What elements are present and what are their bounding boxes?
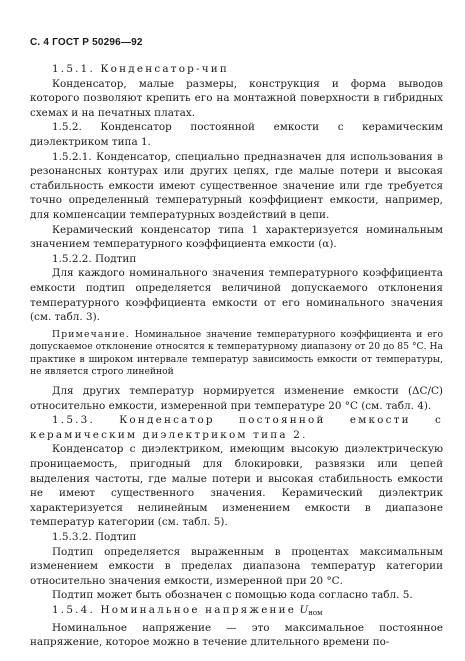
note-text: Номинальное значение температурного коэффициента и его допускаемое отклонение относятся к температурному диапазону от 20 до 85 °С. На практике в широком интервале температур зависимость емкости от температуры, не является строго линейной	[30, 328, 443, 378]
section-1-5-2-2-text: Для каждого номинального значения температурного коэффициента емкости подтип определяется величиной допускаемого отклонения температурного коэффициента емкости от его номинального значения (см. табл. 3).	[30, 267, 443, 324]
voltage-symbol: U	[299, 603, 309, 616]
section-1-5-1-text: Конденсатор, малые размеры, конструкция и форма выводов которого позволяют крепить его на монтажной поверхности в гибридных схемах и на печатных платах.	[30, 77, 443, 119]
section-1-5-3-text: Конденсатор с диэлектриком, имеющим высокую диэлектрическую проницаемость, пригодный для блокировки, развязки или цепей выделения частоты, где малые потери и высокая стабильность емкости не имеют существенного значения. Керамический диэлектрик характеризуется нелинейным изменением емкости в диапазоне температур категории (см. табл. 5).	[30, 443, 443, 529]
section-1-5-4-title-text: 1.5.4. Номинальное напряжение	[52, 603, 297, 616]
page-header: С. 4 ГОСТ Р 50296—92	[30, 37, 143, 48]
section-1-5-3-title: 1.5.3. Конденсатор постоянной емкости с керамическим диэлектриком типа 2.	[30, 414, 443, 441]
paragraph-other-temperatures: Для других температур нормируется изменение емкости (ΔС/С) относительно емкости, измеренной при температуре 20 °С (см. табл. 4).	[30, 385, 443, 412]
note-label: Примечание.	[52, 328, 130, 340]
section-1-5-2-1-text-2: Керамический конденсатор типа 1 характеризуется номинальным значением температурного коэффициента емкости (α).	[30, 223, 443, 251]
section-1-5-3-2-text: Подтип определяется выраженным в процентах максимальным изменением емкости в пределах диапазона температур категории относительно значения емкости, измеренной при 20 °С.	[30, 545, 443, 587]
section-1-5-2-1-text: 1.5.2.1. Конденсатор, специально предназначен для использования в резонансных контурах или других цепях, где малые потери и высокая стабильность емкости имеют существенное значение или где требуется точно определенный температурный коэффициент емкости, например, для компенсации температурных воздействий в цепи.	[30, 150, 443, 221]
section-1-5-4-text: Номинальное напряжение — это максимальное постоянное напряжение, которое можно в течение длительного времени по-	[30, 621, 443, 649]
voltage-symbol-subscript: ном	[308, 608, 323, 617]
section-1-5-3-2-title: 1.5.3.2. Подтип	[52, 531, 137, 543]
document-body	[30, 62, 443, 650]
section-1-5-2-text: 1.5.2. Конденсатор постоянной емкости с керамическим диэлектриком типа 1.	[30, 121, 443, 148]
section-1-5-2-2-title: 1.5.2.2. Подтип	[52, 252, 137, 265]
section-1-5-4-title	[30, 603, 443, 621]
section-1-5-3-2-text-2: Подтип может быть обозначен с помощью кода согласно табл. 5.	[52, 589, 413, 602]
section-1-5-1-title: 1.5.1. Конденсатор-чип	[52, 63, 230, 75]
note	[30, 329, 443, 379]
